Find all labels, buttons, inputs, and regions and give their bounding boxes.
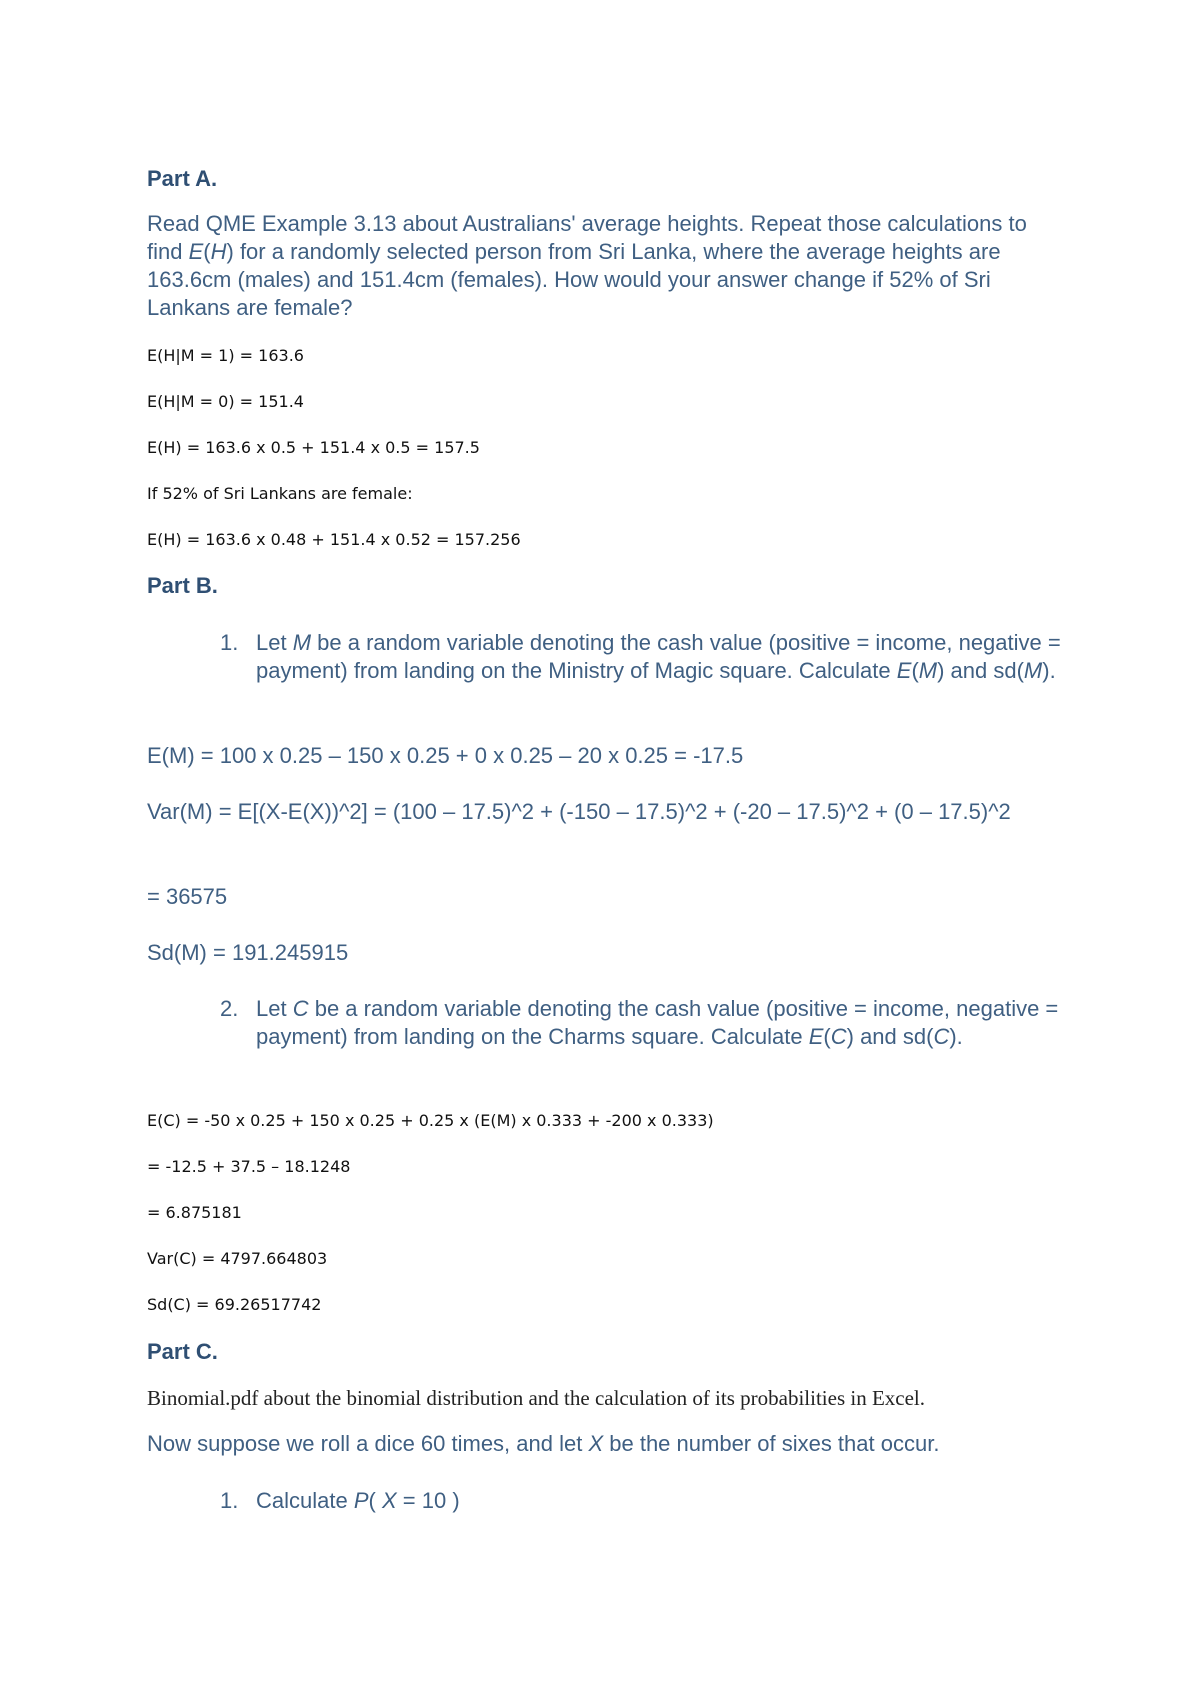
list-number: 1. xyxy=(220,630,239,655)
part-a-question: Read QME Example 3.13 about Australians' average heights. Repeat those calculations to find E(H) for a randomly selected person from Sri Lanka, where the average heights are 163.6cm (males) and 151.4cm (females). How would your answer change if 52% of Sri Lankans are female? xyxy=(147,211,1027,320)
part-b-q1-line-3: = 36575 xyxy=(147,884,228,909)
part-b-q1-line-2: Var(M) = E[(X-E(X))^2] = (100 – 17.5)^2 + (-150 – 17.5)^2 + (-20 – 17.5)^2 + (0 – 17.5)^2 xyxy=(147,799,1011,824)
part-b-q2-line-2: = -12.5 + 37.5 – 18.1248 xyxy=(147,1157,351,1176)
part-b-q2-line-4: Var(C) = 4797.664803 xyxy=(147,1249,328,1268)
list-number: 1. xyxy=(220,1488,239,1513)
question-text: Calculate P( X = 10 ) xyxy=(256,1488,460,1513)
part-a-line-4: If 52% of Sri Lankans are female: xyxy=(147,484,413,503)
part-c-heading: Part C. xyxy=(147,1339,218,1364)
part-b-q2-line-3: = 6.875181 xyxy=(147,1203,242,1222)
part-a-line-2: E(H|M = 0) = 151.4 xyxy=(147,392,304,411)
part-b-q1-line-1: E(M) = 100 x 0.25 – 150 x 0.25 + 0 x 0.25 – 20 x 0.25 = -17.5 xyxy=(147,743,744,768)
part-b-q2-line-5: Sd(C) = 69.26517742 xyxy=(147,1295,322,1314)
list-number: 2. xyxy=(220,996,239,1021)
part-b-heading: Part B. xyxy=(147,573,218,598)
part-c-intro: Now suppose we roll a dice 60 times, and let X be the number of sixes that occur. xyxy=(147,1431,940,1456)
part-c-binomial-line: Binomial.pdf about the binomial distribution and the calculation of its probabilities in Excel. xyxy=(147,1386,926,1410)
part-a-heading: Part A. xyxy=(147,166,218,191)
part-b-q1-line-4: Sd(M) = 191.245915 xyxy=(147,940,349,965)
part-b-question-2 xyxy=(220,995,1070,1085)
part-b-question-1 xyxy=(220,629,1070,719)
part-a-line-3: E(H) = 163.6 x 0.5 + 151.4 x 0.5 = 157.5 xyxy=(147,438,480,457)
question-text: Let C be a random variable denoting the cash value (positive = income, negative = payment) from landing on the Charms square. Calculate E(C) and sd(C). xyxy=(256,996,1059,1049)
part-a-line-5: E(H) = 163.6 x 0.48 + 151.4 x 0.52 = 157.256 xyxy=(147,530,521,549)
part-b-q2-line-1: E(C) = -50 x 0.25 + 150 x 0.25 + 0.25 x (E(M) x 0.333 + -200 x 0.333) xyxy=(147,1111,714,1130)
question-text: Let M be a random variable denoting the cash value (positive = income, negative = payment) from landing on the Ministry of Magic square. Calculate E(M) and sd(M). xyxy=(256,630,1061,683)
part-a-line-1: E(H|M = 1) = 163.6 xyxy=(147,346,304,365)
part-c-question-1 xyxy=(220,1487,1070,1517)
